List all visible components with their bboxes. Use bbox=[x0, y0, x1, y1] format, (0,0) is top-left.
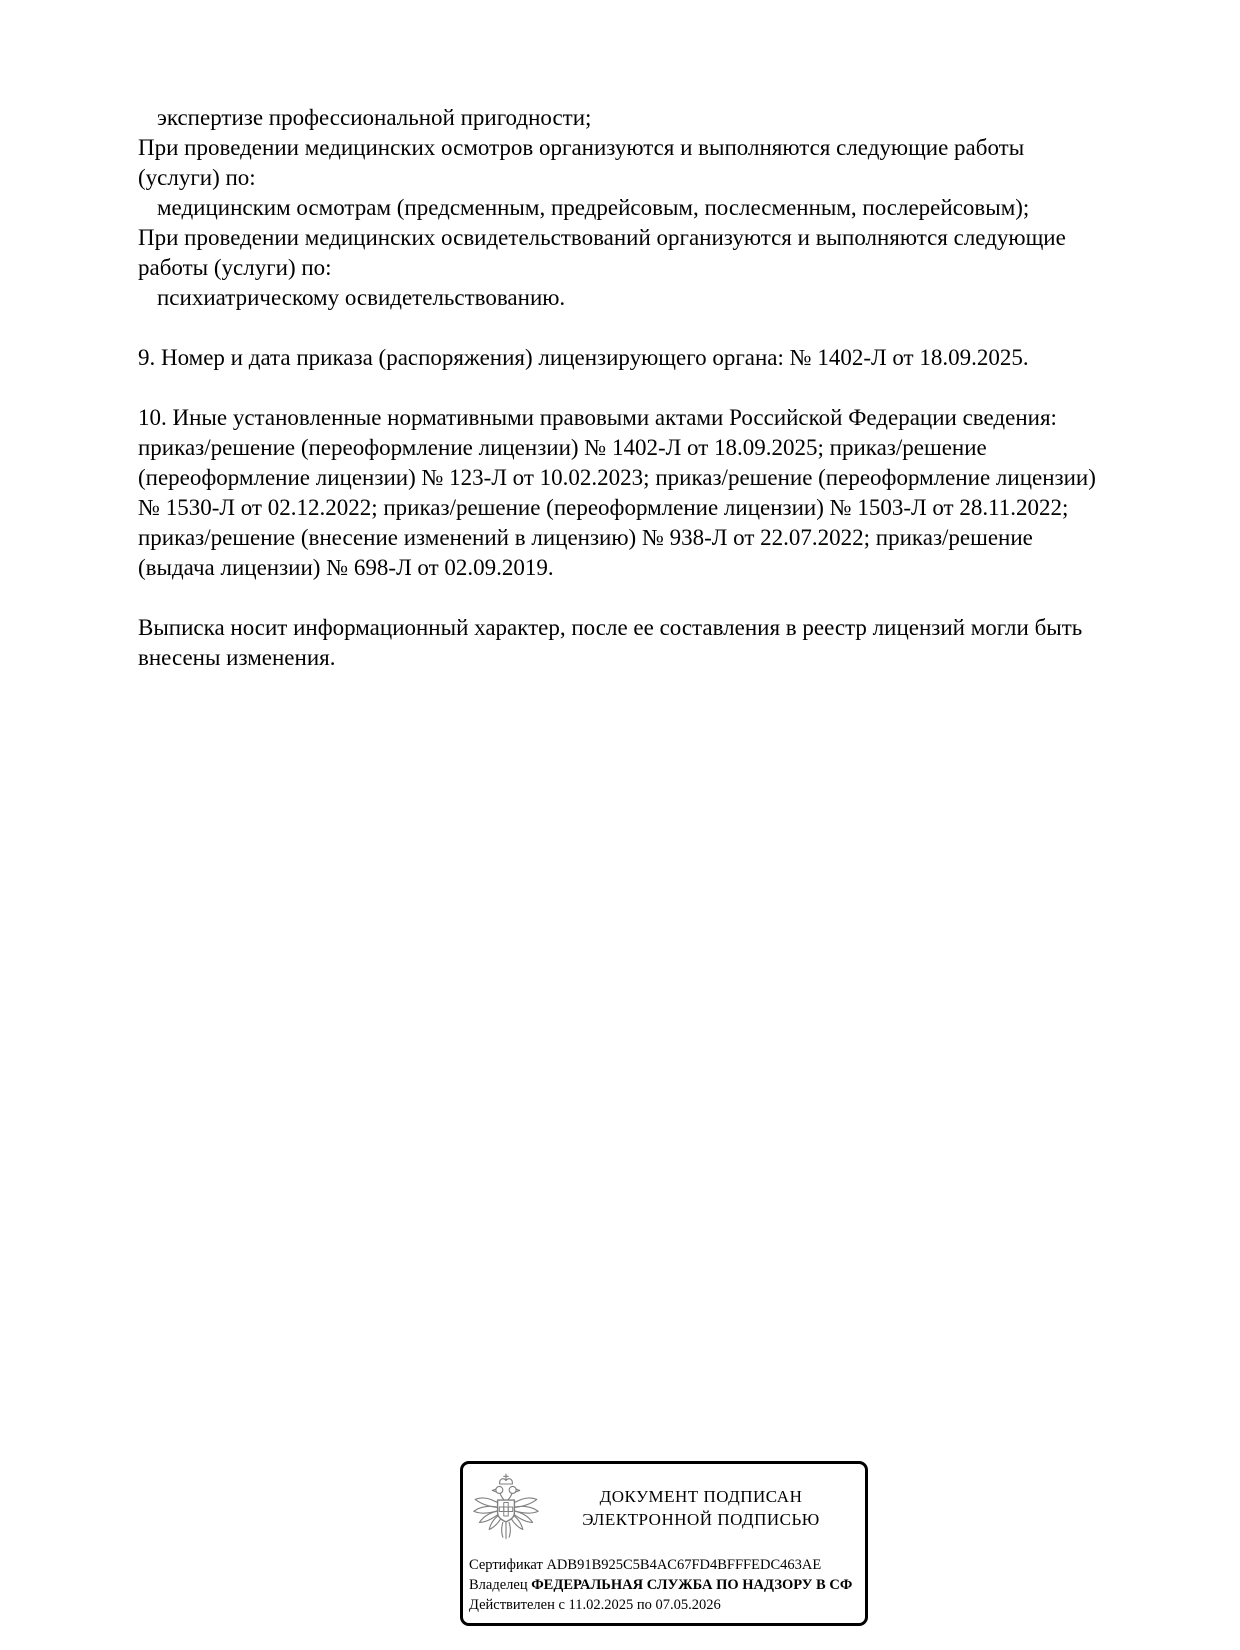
paragraph-disclaimer bbox=[138, 613, 1096, 673]
document-body-text bbox=[138, 103, 1096, 673]
stamp-title-line2: ЭЛЕКТРОННОЙ ПОДПИСЬЮ bbox=[582, 1510, 820, 1529]
owner-row bbox=[469, 1575, 865, 1595]
paragraph-item-10 bbox=[138, 403, 1096, 583]
stamp-header bbox=[463, 1464, 865, 1547]
text-line: внесены изменения. bbox=[138, 645, 336, 670]
text-line: При проведении медицинских освидетельствований организуются и выполняются следующие bbox=[138, 225, 1066, 250]
text-line: психиатрическому освидетельствованию. bbox=[157, 285, 566, 310]
stamp-details bbox=[463, 1555, 865, 1615]
roszdravnadzor-eagle-emblem-icon bbox=[471, 1472, 541, 1545]
owner-label: Владелец bbox=[469, 1577, 528, 1593]
text-line: Выписка носит информационный характер, после ее составления в реестр лицензий могли быть bbox=[138, 615, 1083, 640]
text-line: № 1530-Л от 02.12.2022; приказ/решение (переоформление лицензии) № 1503-Л от 28.11.2022; bbox=[138, 495, 1069, 520]
text-line: 9. Номер и дата приказа (распоряжения) лицензирующего органа: № 1402-Л от 18.09.2025. bbox=[138, 345, 1029, 370]
certificate-label: Сертификат bbox=[469, 1557, 543, 1573]
text-line: работы (услуги) по: bbox=[138, 255, 332, 280]
validity-text: Действителен с 11.02.2025 по 07.05.2026 bbox=[469, 1597, 721, 1613]
text-line: При проведении медицинских осмотров организуются и выполняются следующие работы bbox=[138, 135, 1025, 160]
text-line: приказ/решение (переоформление лицензии) № 1402-Л от 18.09.2025; приказ/решение bbox=[138, 435, 987, 460]
paragraph-medical-works bbox=[138, 103, 1096, 313]
validity-row bbox=[469, 1595, 865, 1615]
text-line: медицинским осмотрам (предсменным, предрейсовым, послесменным, послерейсовым); bbox=[157, 195, 1030, 220]
text-line: экспертизе профессиональной пригодности; bbox=[157, 105, 592, 130]
stamp-title bbox=[541, 1485, 861, 1531]
text-line: 10. Иные установленные нормативными правовыми актами Российской Федерации сведения: bbox=[138, 405, 1057, 430]
certificate-row bbox=[469, 1555, 865, 1575]
text-line: (выдача лицензии) № 698-Л от 02.09.2019. bbox=[138, 555, 554, 580]
certificate-value: ADB91B925C5B4AC67FD4BFFFEDC463AE bbox=[546, 1557, 822, 1573]
electronic-signature-stamp bbox=[460, 1461, 868, 1626]
stamp-title-line1: ДОКУМЕНТ ПОДПИСАН bbox=[599, 1487, 803, 1506]
text-line: (услуги) по: bbox=[138, 165, 256, 190]
text-line: (переоформление лицензии) № 123-Л от 10.02.2023; приказ/решение (переоформление лицензии) bbox=[138, 465, 1096, 490]
paragraph-item-9 bbox=[138, 343, 1096, 373]
text-line: приказ/решение (внесение изменений в лицензию) № 938-Л от 22.07.2022; приказ/решение bbox=[138, 525, 1033, 550]
owner-value: ФЕДЕРАЛЬНАЯ СЛУЖБА ПО НАДЗОРУ В СФ bbox=[531, 1577, 853, 1593]
